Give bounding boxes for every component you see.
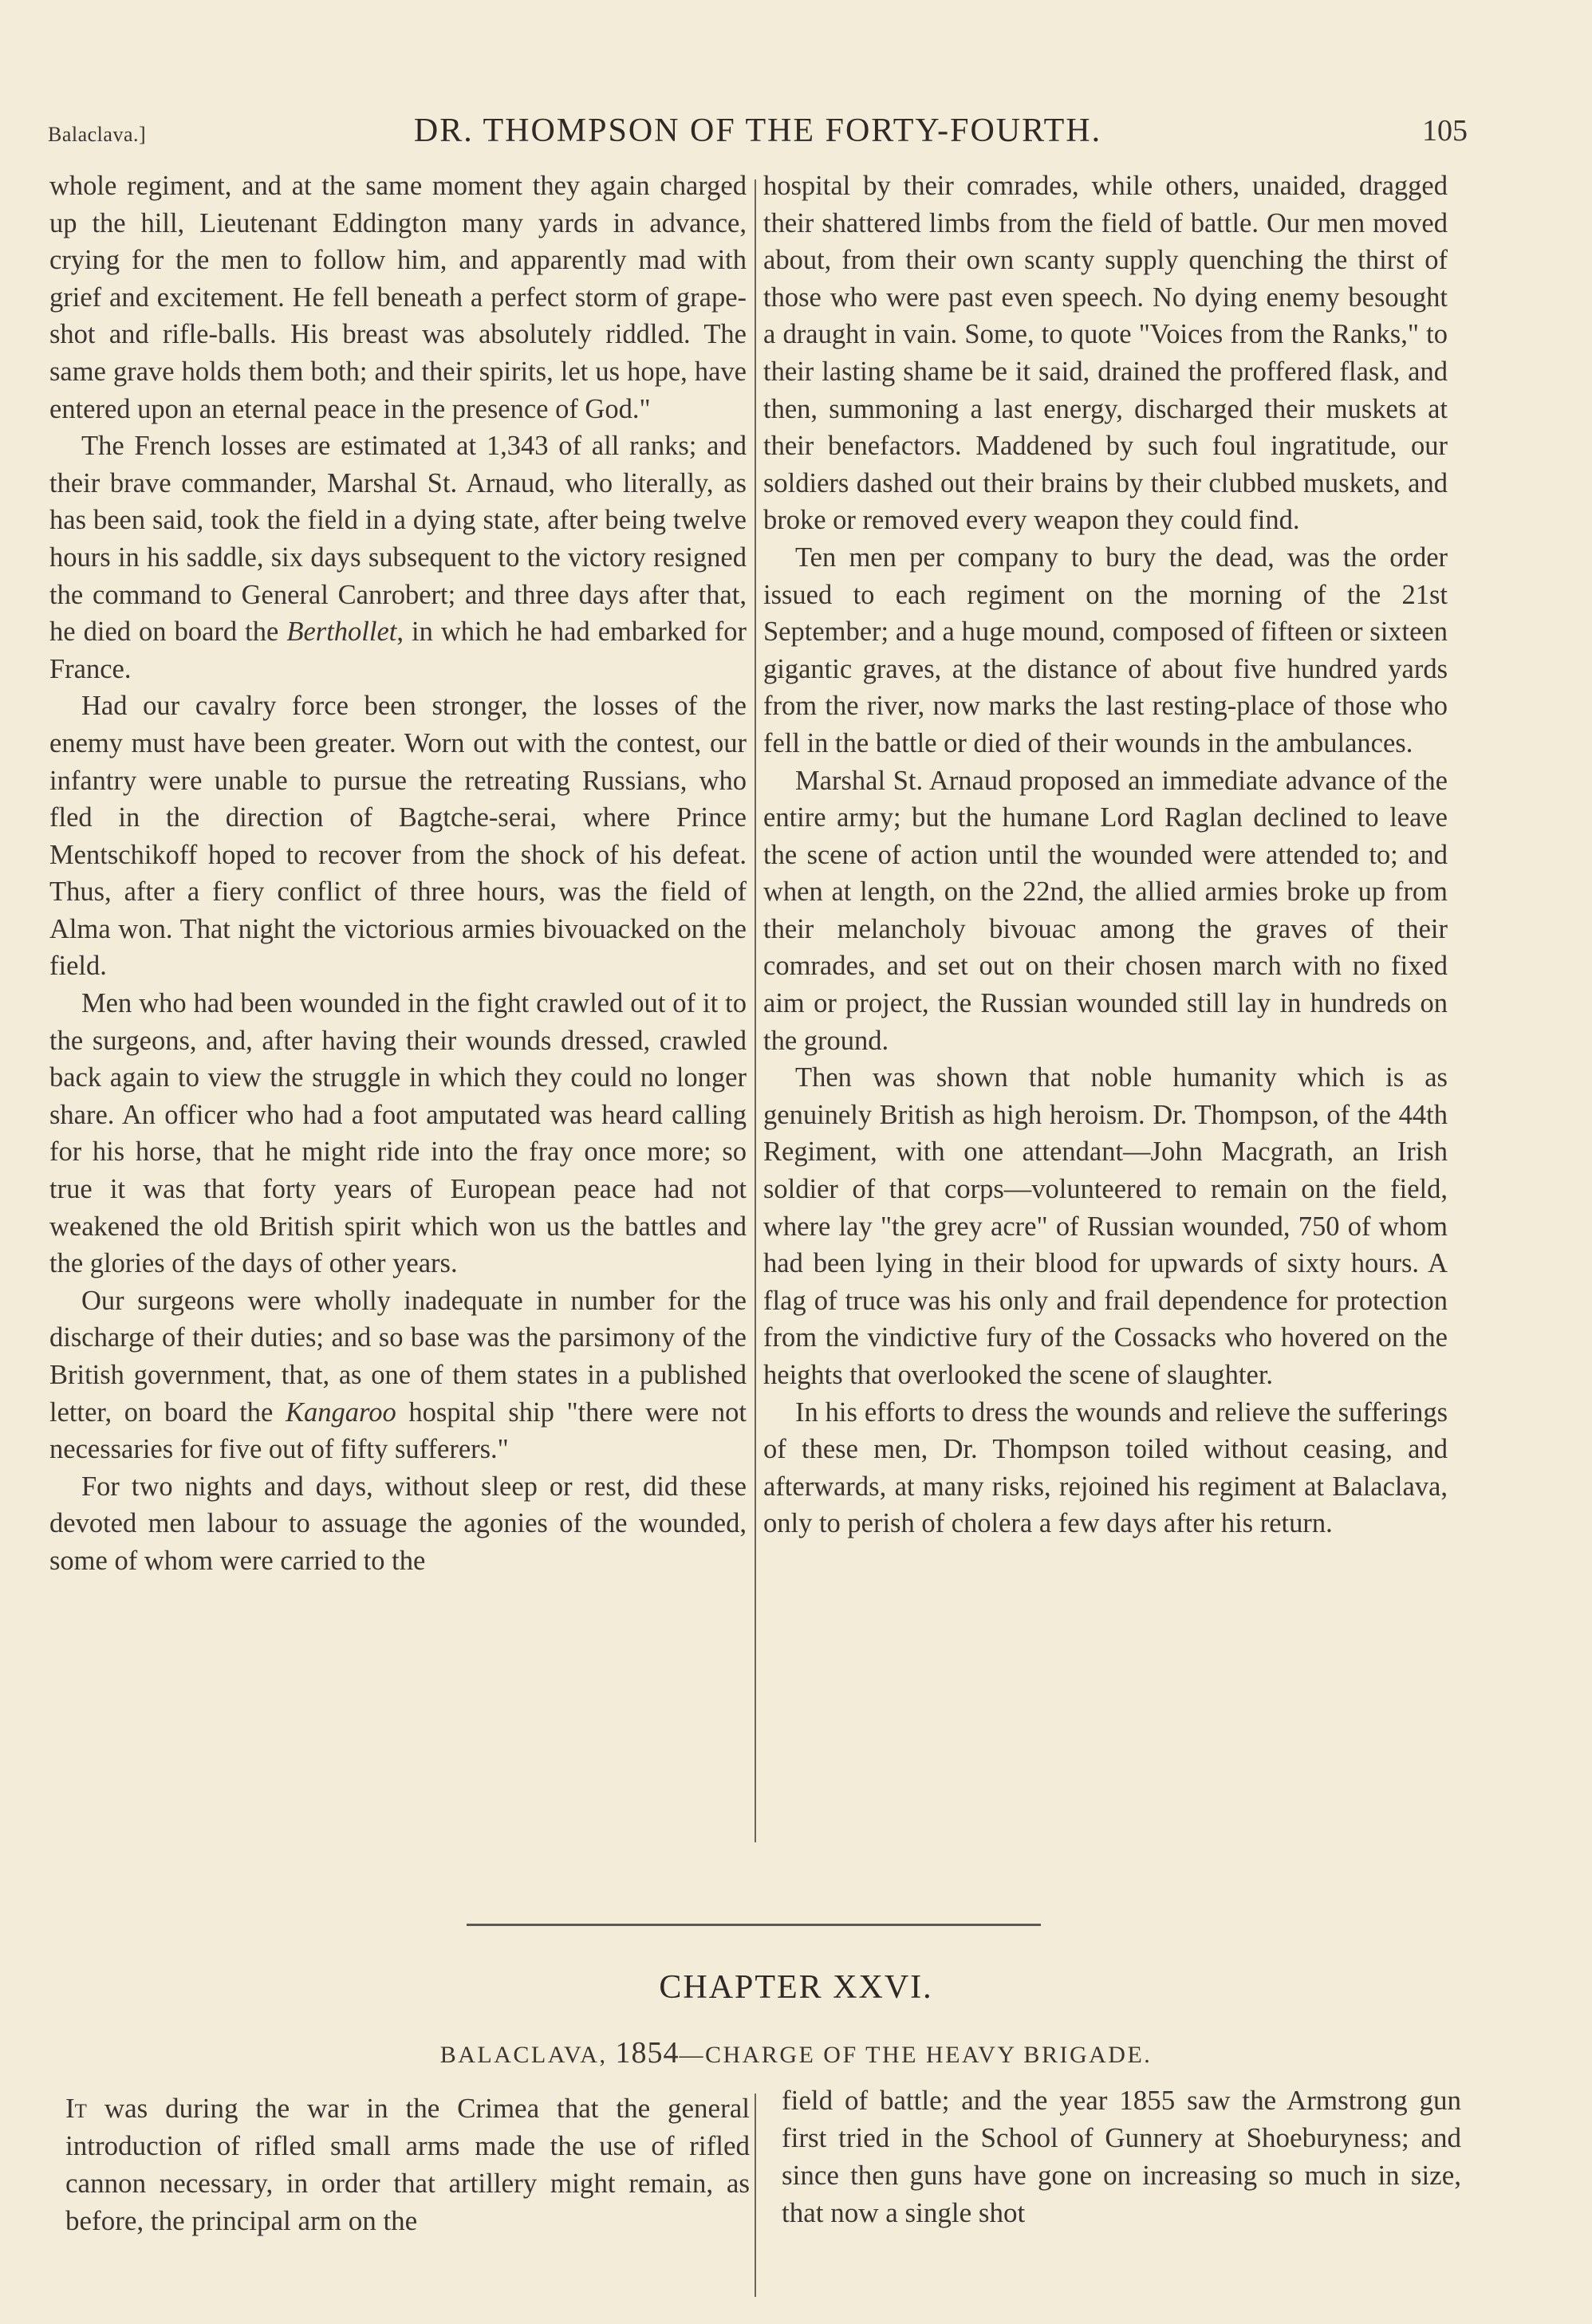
left-column bbox=[49, 167, 747, 1580]
chapter-left-column bbox=[65, 2090, 750, 2239]
paragraph-text: Our surgeons were wholly inadequate in number for the discharge of their duties; and so base was the parsimony of the British government, that, as one of them states in a published letter, on board the bbox=[49, 1285, 747, 1428]
paragraph: hospital by their comrades, while others, unaided, dragged their shattered limbs from the field of battle. Our men moved about, from their own scanty supply quenching the thirst of those who were past even speech. No dying enemy besought a draught in vain. Some, to quote "Voices from the Ranks," to their lasting shame be it said, drained the proffered flask, and then, summoning a last energy, discharged their muskets at their benefactors. Maddened by such foul ingratitude, our soldiers dashed out their brains by their clubbed muskets, and broke or removed every weapon they could find. bbox=[763, 171, 1448, 536]
chapter-right-column bbox=[782, 2082, 1461, 2231]
subtitle-text: BALACLAVA, bbox=[439, 2042, 616, 2068]
chapter-title: CHAPTER XXVI. bbox=[659, 1969, 933, 2006]
page-number: 105 bbox=[1422, 114, 1468, 148]
paragraph: In his efforts to dress the wounds and relieve the sufferings of these men, Dr. Thompson toiled without ceasing, and afterwards, at many risks, rejoined his regiment at Balaclava, only to perish of cholera a few days after his return. bbox=[763, 1396, 1448, 1539]
paragraph: whole regiment, and at the same moment they again charged up the hill, Lieutenant Eddington many yards in advance, crying for the men to follow him, and apparently mad with grief and excitement. He fell beneath a perfect storm of grape-shot and rifle-balls. His breast was absolutely riddled. The same grave holds them both; and their spirits, let us hope, have entered upon an eternal peace in the presence of God." bbox=[49, 171, 747, 424]
chapter-subtitle bbox=[0, 2035, 1592, 2070]
running-head-title: DR. THOMPSON OF THE FORTY-FOURTH. bbox=[413, 112, 1102, 149]
subtitle-year: 1854 bbox=[615, 2036, 680, 2070]
paragraph-text: hospital ship "there were not necessaries for five out of fifty sufferers." bbox=[49, 1396, 747, 1465]
paragraph bbox=[49, 427, 747, 687]
paragraph: Had our cavalry force been stronger, the losses of the enemy must have been greater. Worn out with the contest, our infantry were unable to pursue the retreating Russians, who fled in the direction of Bagtche-serai, where Prince Mentschikoff hoped to recover from the shock of his defeat. Thus, after a fiery conflict of three hours, was the field of Alma won. That night the victorious armies bivouacked on the field. bbox=[49, 691, 747, 982]
paragraph-text: , in which he had embarked for France. bbox=[49, 616, 747, 684]
paragraph: For two nights and days, without sleep or rest, did these devoted men labour to assuage the agonies of the wounded, some of whom were carried to the bbox=[49, 1471, 747, 1576]
column-divider bbox=[755, 2094, 756, 2297]
column-divider bbox=[755, 179, 756, 1842]
subtitle-text: —CHARGE OF THE HEAVY BRIGADE. bbox=[679, 2042, 1153, 2068]
paragraph bbox=[49, 1282, 747, 1468]
paragraph: Marshal St. Arnaud proposed an immediate advance of the entire army; but the humane Lord Raglan declined to leave the scene of action until the wounded were attended to; and when at length, on the 22nd, the allied armies broke up from their melancholy bivouac among the graves of their comrades, and set out on their chosen march with no fixed aim or project, the Russian wounded still lay in hundreds on the ground. bbox=[763, 765, 1448, 1056]
paragraph: Ten men per company to bury the dead, was the order issued to each regiment on the morning of the 21st September; and a huge mound, composed of fifteen or sixteen gigantic graves, at the distance of about five hundred yards from the river, now marks the last resting-place of those who fell in the battle or died of their wounds in the ambulances. bbox=[763, 542, 1448, 758]
ship-name: Kangaroo bbox=[286, 1396, 396, 1428]
paragraph-text: The French losses are estimated at 1,343 of all ranks; and their brave commander, Marshal St. Arnaud, who literally, as has been said, took the field in a dying state, after being twelve hours in his saddle, six days subsequent to the victory resigned the command to General Canrobert; and three days after that, he died on board the bbox=[49, 431, 747, 648]
paragraph-text: was during the war in the Crimea that the general introduction of rifled small arms made the use of rifled cannon necessary, in order that artillery might remain, as before, the principal arm on the bbox=[65, 2093, 750, 2236]
ship-name: Berthollet bbox=[286, 616, 397, 648]
right-column bbox=[763, 167, 1448, 1542]
section-divider bbox=[467, 1924, 1041, 1926]
paragraph bbox=[65, 2090, 750, 2239]
opening-word: It bbox=[65, 2093, 87, 2124]
paragraph: Then was shown that noble humanity which is as genuinely British as high heroism. Dr. Thompson, of the 44th Regiment, with one attendant—John Macgrath, an Irish soldier of that corps—volunteered to remain on the field, where lay "the grey acre" of Russian wounded, 750 of whom had been lying in their blood for upwards of sixty hours. A flag of truce was his only and frail dependence for protection from the vindictive fury of the Cossacks who hovered on the heights that overlooked the scene of slaughter. bbox=[763, 1062, 1448, 1390]
paragraph: Men who had been wounded in the fight crawled out of it to the surgeons, and, after having their wounds dressed, crawled back again to view the struggle in which they could no longer share. An officer who had a foot amputated was heard calling for his horse, that he might ride into the fray once more; so true it was that forty years of European peace had not weakened the old British spirit which won us the battles and the glories of the days of other years. bbox=[49, 988, 747, 1279]
paragraph: field of battle; and the year 1855 saw the Armstrong gun first tried in the School of Gunnery at Shoeburyness; and since then guns have gone on increasing so much in size, that now a single shot bbox=[782, 2085, 1461, 2228]
running-head bbox=[48, 112, 1468, 152]
running-head-section: Balaclava.] bbox=[48, 123, 147, 146]
